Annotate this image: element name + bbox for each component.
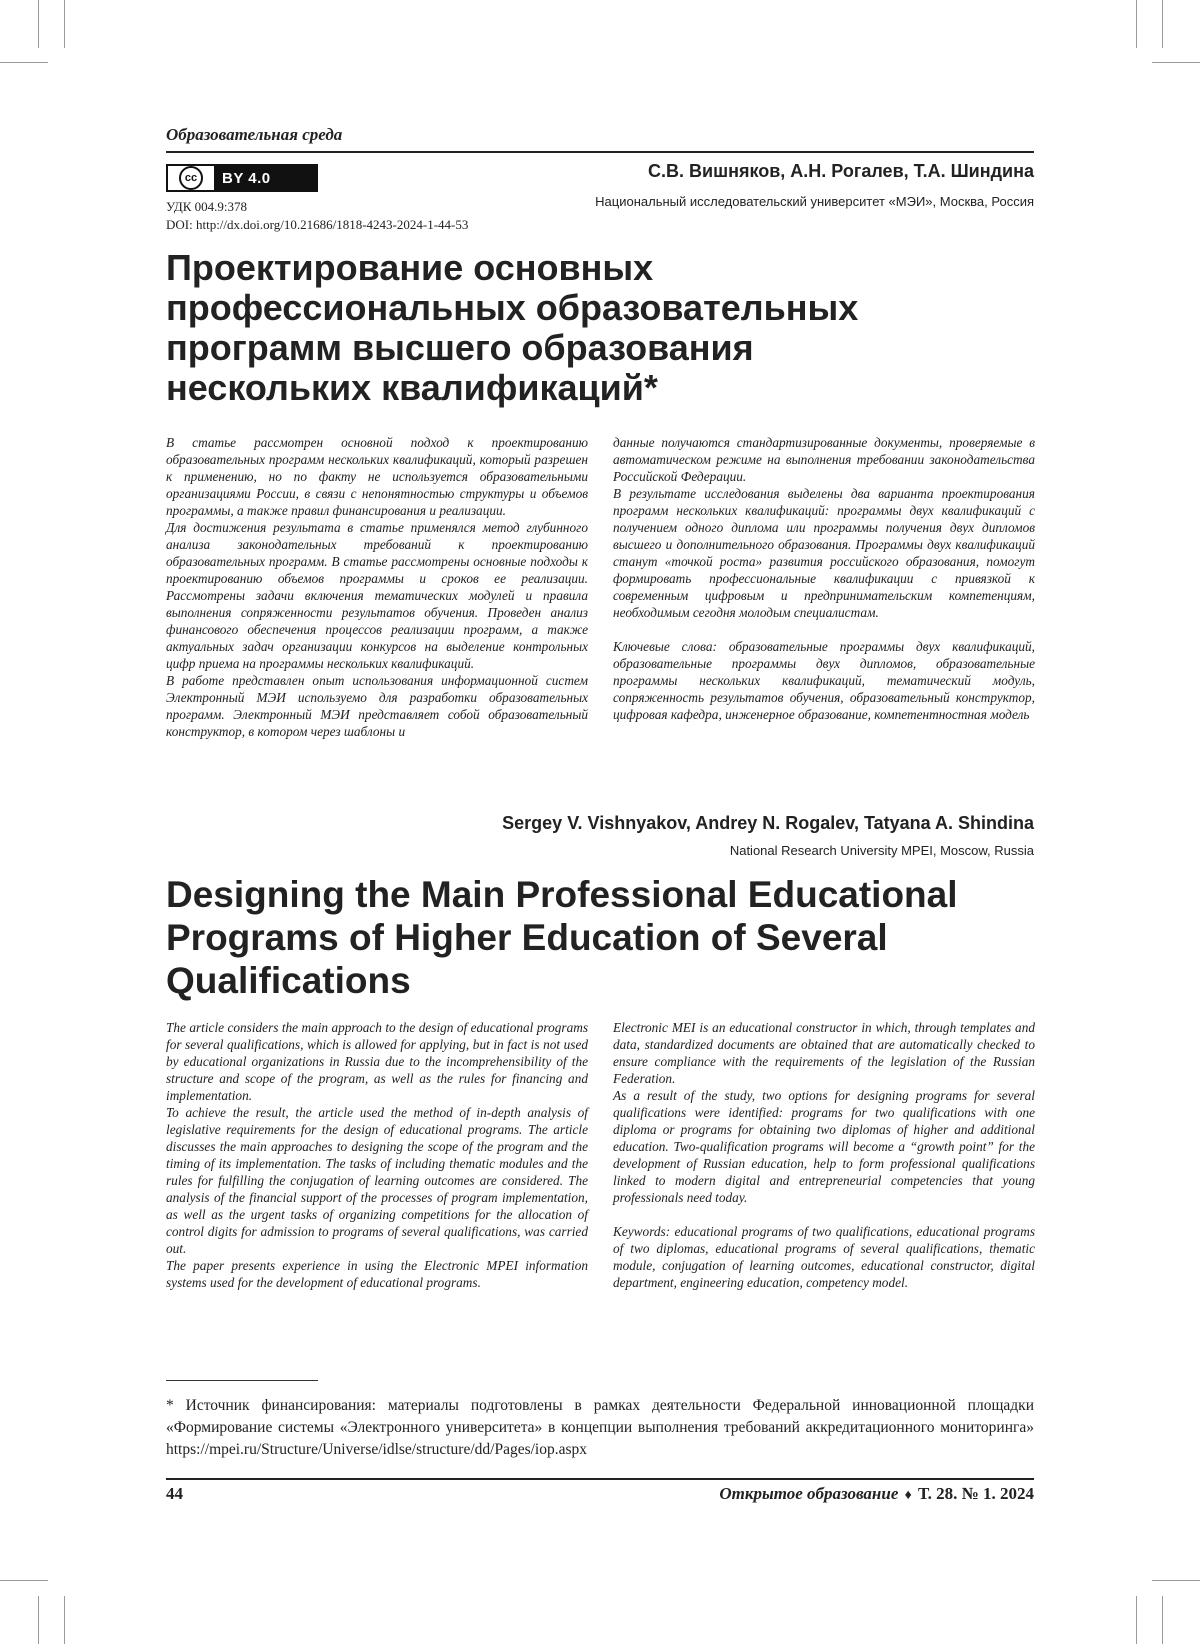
footnote-rule [166, 1380, 318, 1381]
affiliation-en: National Research University MPEI, Moscow, Russia [729, 843, 1034, 858]
title-line: Programs of Higher Education of Several [166, 917, 888, 958]
abstract-paragraph: The paper presents experience in using the Electronic MPEI information systems used for the development of educational programs. [166, 1258, 588, 1290]
crop-mark [1152, 1580, 1200, 1581]
keywords-en: Keywords: educational programs of two qualifications, educational programs of two diplomas, educational programs of several qualifications, thematic module, conjugation of learning outcomes, educational constructor, digital department, engineering education, competency model. [613, 1224, 1035, 1290]
abstract-en-left [166, 1019, 588, 1291]
udk-code: УДК 004.9:378 [166, 199, 248, 214]
abstract-paragraph: The article considers the main approach to the design of educational programs for several qualifications, which is allowed for applying, but in fact is not used by educational organizations in Russia due to the incomprehensibility of the structure and scope of the program, as well as the rules for financing and implementation. [166, 1020, 588, 1103]
title-ru [166, 248, 1046, 408]
title-line: нескольких квалификаций* [166, 367, 658, 408]
cc-icon: cc [179, 166, 203, 190]
page-number: 44 [166, 1484, 183, 1503]
title-line: программ высшего образования [166, 327, 754, 368]
title-line: Designing the Main Professional Educational [166, 874, 958, 915]
crop-mark [1162, 0, 1163, 48]
crop-mark [1162, 1596, 1163, 1644]
footer-rule [166, 1478, 1034, 1480]
cc-license-badge[interactable] [166, 164, 318, 192]
authors-en: Sergey V. Vishnyakov, Andrey N. Rogalev, Tatyana A. Shindina [502, 813, 1034, 833]
license-label: BY 4.0 [214, 166, 316, 190]
abstract-paragraph: To achieve the result, the article used the method of in-depth analysis of legislative requirements for the design of educational programs. The article discusses the main approaches to designing the scope of the program and the timing of its implementation. The tasks of including thematic modules and the rules for fulfilling the conjugation of learning outcomes are considered. The analysis of the financial support of the processes of program implementation, as well as the urgent tasks of organizing competitions for the allocation of control digits for admission to programs of several qualifications, was carried out. [166, 1105, 588, 1256]
journal-name: Открытое образование [719, 1484, 899, 1503]
journal-reference [719, 1484, 1034, 1504]
title-line: Проектирование основных [166, 247, 654, 288]
abstract-paragraph: В результате исследования выделены два варианта проектирования программ нескольких квалификаций: программы двух квалификаций с получением одного диплома или программы получения двух дипломов высшего и дополнительного образования. Программы двух квалификаций станут «точкой роста» развития российского образования, помогут формировать профессиональные квалификации с привязкой к современным цифровым и предпринимательским компетенциям, необходимым сегодня молодым специалистам. [613, 486, 1035, 620]
title-en [166, 873, 1046, 1002]
abstract-paragraph: Для достижения результата в статье применялся метод глубинного анализа законодательных требований к проектированию образовательных программ. В статье рассмотрены основные подходы к проектированию объемов программы и сроков ее реализации. Рассмотрены задачи включения тематических модулей и правила выполнения сопряженности результатов обучения. Проведен анализ финансового обеспечения процессов реализации программ, а также актуальных задач организации конкурсов на выделение контрольных цифр приема на программы нескольких квалификаций. [166, 520, 588, 671]
crop-mark [64, 0, 65, 48]
affiliation-ru: Национальный исследовательский университет «МЭИ», Москва, Россия [595, 194, 1034, 209]
abstract-paragraph: As a result of the study, two options for designing programs for several qualifications were identified: programs for two qualifications with one diploma or programs for obtaining two diplomas of higher and additional education. Two-qualification programs will become a “growth point” for the development of Russian education, help to form professional qualifications linked to modern digital and entrepreneurial competencies that young professionals need today. [613, 1088, 1035, 1205]
diamond-icon: ♦ [904, 1488, 912, 1503]
abstract-paragraph: данные получаются стандартизированные документы, проверяемые в автоматическом режиме на выполнения требовании законодательства Российской Федерации. [613, 435, 1035, 484]
crop-mark [0, 62, 48, 63]
crop-mark [1136, 1596, 1137, 1644]
title-line: Qualifications [166, 960, 411, 1001]
abstract-paragraph: В работе представлен опыт использования информационной систем Электронный МЭИ используемо для разработки образовательных программ. Электронный МЭИ представляет собой образовательный конструктор, в котором через шаблоны и [166, 673, 588, 739]
title-line: профессиональных образовательных [166, 287, 859, 328]
journal-volume: Т. 28. № 1. 2024 [918, 1484, 1034, 1503]
doi-link[interactable]: DOI: http://dx.doi.org/10.21686/1818-4243-2024-1-44-53 [166, 217, 469, 232]
keywords-ru: Ключевые слова: образовательные программы двух квалификаций, образовательные программы двух дипломов, образовательные программы нескольких квалификаций, тематический модуль, сопряженность результатов обучения, образовательный конструктор, цифровая кафедра, инженерное образование, компетентностная модель [613, 639, 1035, 722]
header-rule [166, 151, 1034, 153]
crop-mark [0, 1580, 48, 1581]
abstract-ru-right [613, 434, 1035, 723]
crop-mark [1152, 62, 1200, 63]
crop-mark [38, 1596, 39, 1644]
abstract-en-right [613, 1019, 1035, 1291]
crop-mark [38, 0, 39, 48]
abstract-paragraph: Electronic MEI is an educational constructor in which, through templates and data, standardized documents are obtained that are automatically checked to ensure compliance with the requirements of the legislation of the Russian Federation. [613, 1020, 1035, 1086]
abstract-paragraph: В статье рассмотрен основной подход к проектированию образовательных программ нескольких квалификаций, который разрешен к применению, но по факту не используется образовательными организациями России, в связи с непонятностью структуры и объемов программы, а также правил финансирования и реализации. [166, 435, 588, 518]
crop-mark [64, 1596, 65, 1644]
authors-ru: С.В. Вишняков, А.Н. Рогалев, Т.А. Шиндина [648, 161, 1034, 181]
footnote: * Источник финансирования: материалы подготовлены в рамках деятельности Федеральной инновационной площадки «Формирование системы «Электронного университета» в концепции выполнения требований аккредитационного мониторинга» https://mpei.ru/Structure/Universe/idlse/structure/dd/Pages/iop.aspx [166, 1397, 1034, 1458]
abstract-ru-left [166, 434, 588, 740]
section-heading: Образовательная среда [166, 125, 343, 144]
crop-mark [1136, 0, 1137, 48]
